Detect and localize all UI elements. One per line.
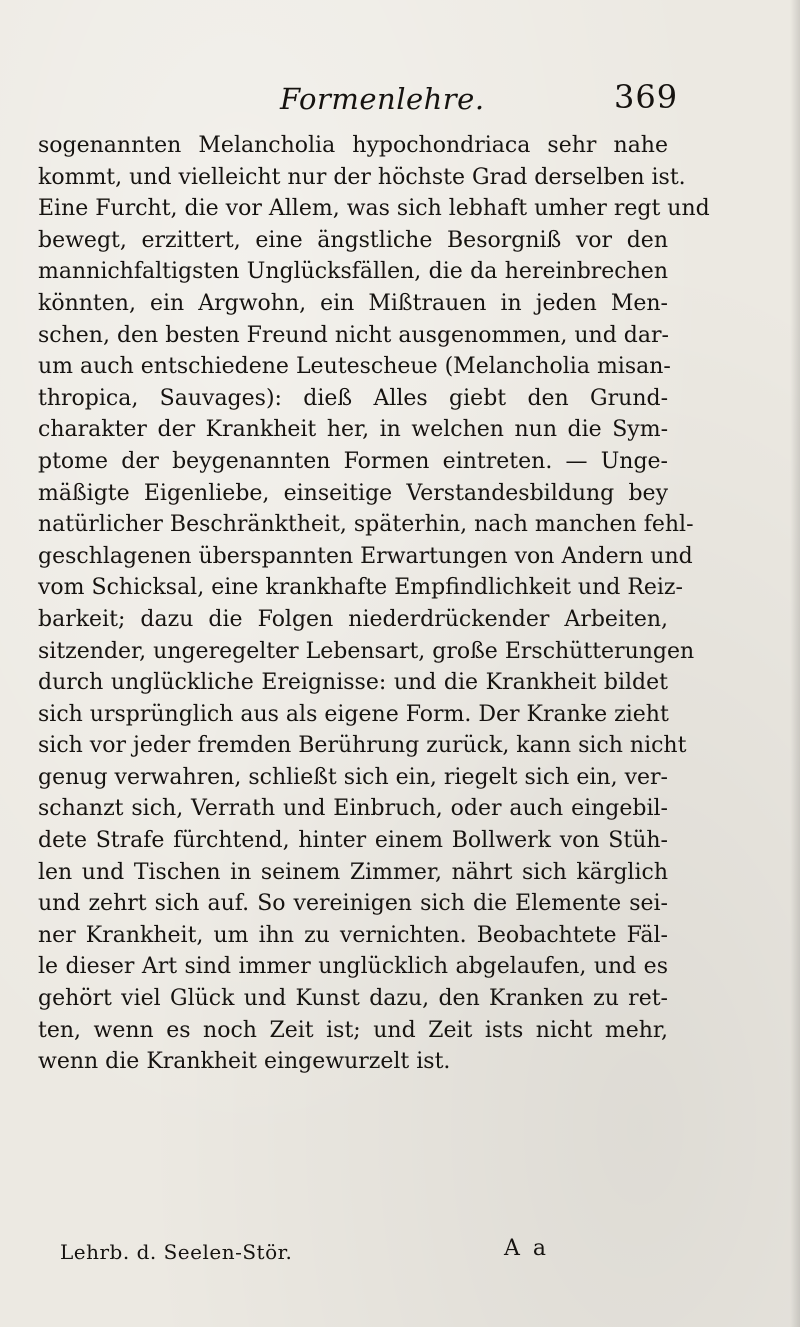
text-line: le dieser Art sind immer unglücklich abgelaufen, und es xyxy=(38,954,668,980)
text-line: ptome der beygenannten Formen eintreten. — Unge- xyxy=(38,448,668,474)
text-line: barkeit; dazu die Folgen niederdrückender Arbeiten, xyxy=(38,606,668,632)
text-line: sogenannten Melancholia hypochondriaca sehr nahe xyxy=(38,133,668,158)
text-line: und zehrt sich auf. So vereinigen sich die Elemente sei- xyxy=(38,891,668,917)
text-line: gehört viel Glück und Kunst dazu, den Kranken zu ret- xyxy=(38,986,668,1012)
text-line: genug verwahren, schließt sich ein, riegelt sich ein, ver- xyxy=(38,764,668,790)
text-line: sich ursprünglich aus als eigene Form. Der Kranke zieht xyxy=(38,701,669,727)
page-footer xyxy=(0,1232,800,1272)
text-line: kommt, und vielleicht nur der höchste Grad derselben ist. xyxy=(38,164,686,190)
text-line: um auch entschiedene Leutescheue (Melancholia misan- xyxy=(38,354,671,380)
signature-line: Lehrb. d. Seelen-Stör. xyxy=(60,1240,293,1264)
text-line: wenn die Krankheit eingewurzelt ist. xyxy=(38,1049,451,1075)
running-head: Formenlehre. xyxy=(280,82,485,116)
text-line: könnten, ein Argwohn, ein Mißtrauen in jeden Men- xyxy=(38,290,668,316)
text-line: Eine Furcht, die vor Allem, was sich lebhaft umher regt und xyxy=(38,196,710,222)
text-line: schanzt sich, Verrath und Einbruch, oder auch eingebil- xyxy=(38,796,668,822)
text-line: ten, wenn es noch Zeit ist; und Zeit ists nicht mehr, xyxy=(38,1017,668,1043)
text-line: len und Tischen in seinem Zimmer, nährt sich kärglich xyxy=(38,859,668,885)
text-line: dete Strafe fürchtend, hinter einem Bollwerk von Stüh- xyxy=(38,828,668,854)
text-line: bewegt, erzittert, eine ängstliche Besorgniß vor den xyxy=(38,227,668,253)
text-line: geschlagenen überspannten Erwartungen von Andern und xyxy=(38,543,693,569)
page-number: 369 xyxy=(614,78,679,116)
text-line: vom Schicksal, eine krankhafte Empfindlichkeit und Reiz- xyxy=(38,575,683,601)
text-line: mäßigte Eigenliebe, einseitige Verstandesbildung bey xyxy=(38,480,668,506)
text-line: sich vor jeder fremden Berührung zurück, kann sich nicht xyxy=(38,733,687,759)
text-line: schen, den besten Freund nicht ausgenommen, und dar- xyxy=(38,322,669,348)
page-edge-shadow xyxy=(790,0,800,1327)
sheet-signature: A a xyxy=(504,1236,549,1261)
text-line: natürlicher Beschränktheit, späterhin, nach manchen fehl- xyxy=(38,512,694,538)
body-text xyxy=(38,130,710,1078)
text-line: thropica, Sauvages): dieß Alles giebt den Grund- xyxy=(38,385,668,411)
text-line: durch unglückliche Ereignisse: und die Krankheit bildet xyxy=(38,670,668,696)
text-line: sitzender, ungeregelter Lebensart, große Erschütterungen xyxy=(38,638,695,664)
page-header xyxy=(0,78,800,122)
text-line: mannichfaltigsten Unglücksfällen, die da hereinbrechen xyxy=(38,259,668,285)
text-line: ner Krankheit, um ihn zu vernichten. Beobachtete Fäl- xyxy=(38,922,668,948)
text-line: charakter der Krankheit her, in welchen nun die Sym- xyxy=(38,417,668,443)
